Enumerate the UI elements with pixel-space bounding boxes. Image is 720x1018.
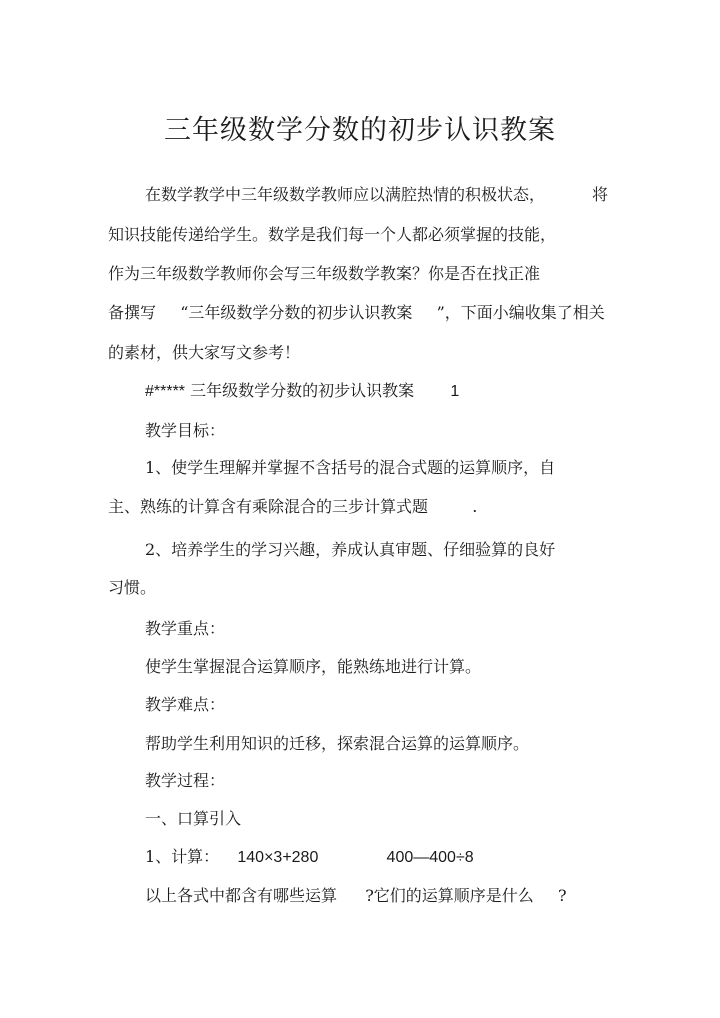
question-a: 以上各式中都含有哪些运算 xyxy=(145,886,338,905)
goal-1-line-2-text: 主、熟练的计算含有乘除混合的三步计算式题 xyxy=(108,497,429,516)
intro-line-4 xyxy=(108,302,605,324)
calc-expression-1: 140×3+280 xyxy=(237,849,319,866)
question-c: ? xyxy=(557,886,567,905)
key-label: 教学重点： xyxy=(145,619,226,638)
goal-2-line-2: 习惯。 xyxy=(108,578,157,597)
calc-label: 1、计算： xyxy=(145,847,220,866)
section-heading xyxy=(145,380,459,403)
section-heading-text: 三年级数学分数的初步认识教案 xyxy=(190,381,415,400)
difficulty-label: 教学难点： xyxy=(145,695,226,714)
intro-line-3: 作为三年级数学教师你会写三年级数学教案？你是否在找正准 xyxy=(108,264,541,283)
key-text: 使学生掌握混合运算顺序，能熟练地进行计算。 xyxy=(145,657,482,676)
intro-line-1: 在数学教学中三年级数学教师应以满腔热情的积极状态， xyxy=(145,185,546,204)
calc-line xyxy=(145,846,474,869)
intro-line-2: 知识技能传递给学生。数学是我们每一个人都必须掌握的技能， xyxy=(108,225,557,244)
process-label: 教学过程： xyxy=(145,771,226,790)
goal-1-line-2-dot: . xyxy=(472,497,478,516)
goals-label: 教学目标： xyxy=(145,421,226,440)
difficulty-text: 帮助学生利用知识的迁移，探索混合运算的运算顺序。 xyxy=(145,734,530,753)
goal-1-line-1: 1、使学生理解并掌握不含括号的混合式题的运算顺序，自 xyxy=(145,458,556,477)
intro-line-5: 的素材，供大家写文参考！ xyxy=(108,343,301,362)
question-line xyxy=(145,885,567,907)
calc-expression-2: 400—400÷8 xyxy=(386,849,474,866)
section-heading-number: 1 xyxy=(450,383,460,400)
step-1-heading: 一、口算引入 xyxy=(145,809,242,828)
section-heading-prefix: #***** xyxy=(145,383,186,400)
intro-line-4-b: “三年级数学分数的初步认识教案 xyxy=(180,303,413,322)
intro-line-4-a: 备撰写 xyxy=(108,303,157,322)
document-title: 三年级数学分数的初步认识教案 xyxy=(164,115,556,146)
intro-line-1-tail: 将 xyxy=(592,185,609,204)
goal-1-line-2 xyxy=(108,496,477,518)
goal-2-line-1: 2、培养学生的学习兴趣，养成认真审题、仔细验算的良好 xyxy=(145,540,556,559)
intro-line-4-c: ”，下面小编收集了相关 xyxy=(436,303,605,322)
question-b: ?它们的运算顺序是什么 xyxy=(365,886,534,905)
